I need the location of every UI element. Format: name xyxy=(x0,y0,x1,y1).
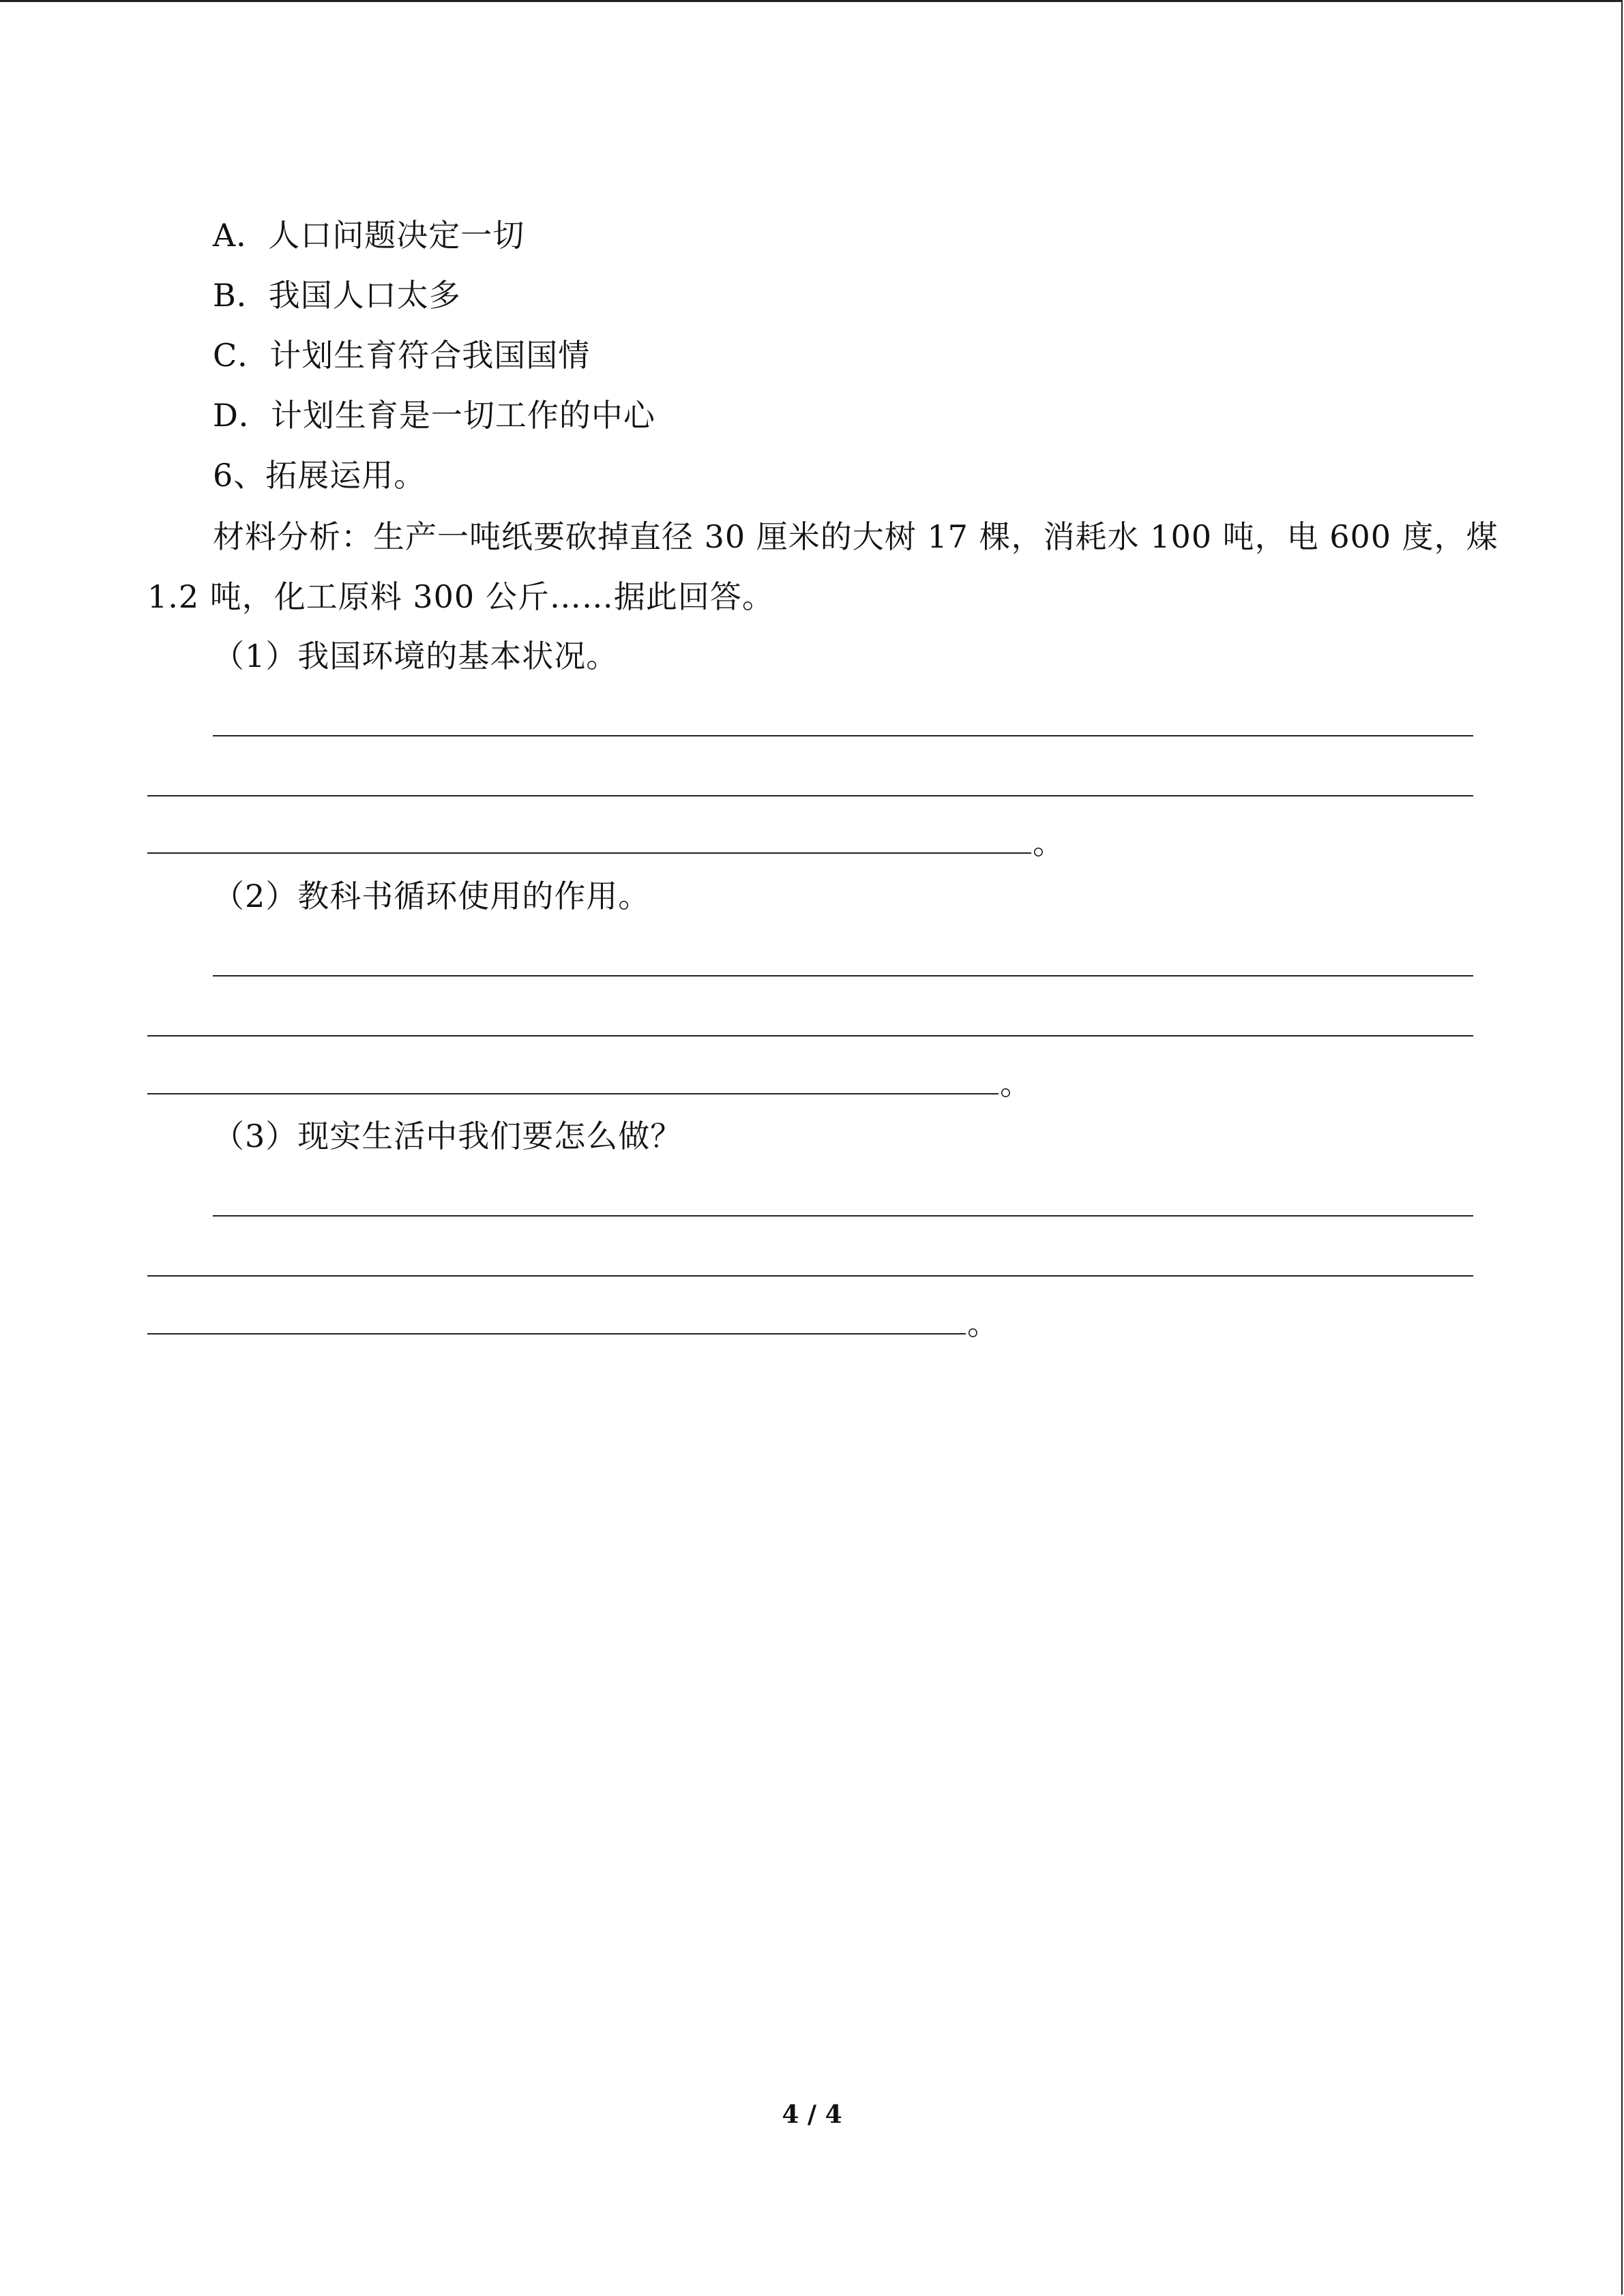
answer-line-2b[interactable] xyxy=(147,1035,1473,1037)
option-b: B．我国人口太多 xyxy=(213,277,461,314)
answer-line-2a[interactable] xyxy=(213,975,1473,976)
question-3-label: （3）现实生活中我们要怎么做？ xyxy=(213,1118,683,1154)
answer-line-3c[interactable] xyxy=(147,1333,966,1335)
answer-line-3b[interactable] xyxy=(147,1275,1473,1277)
material-text-line-2: 1.2 吨，化工原料 300 公斤……据此回答。 xyxy=(147,578,774,615)
question-2-end-mark: 。 xyxy=(1000,1065,1031,1102)
option-a: A．人口问题决定一切 xyxy=(213,217,525,254)
question-2-label: （2）教科书循环使用的作用。 xyxy=(213,878,651,914)
answer-line-2c[interactable] xyxy=(147,1093,999,1094)
option-c: C．计划生育符合我国国情 xyxy=(213,337,591,374)
page-number: 4 / 4 xyxy=(782,2100,842,2129)
question-3-end-mark: 。 xyxy=(967,1305,999,1342)
question-1-end-mark: 。 xyxy=(1033,824,1064,861)
question-1-label: （1）我国环境的基本状况。 xyxy=(213,638,619,674)
answer-line-1b[interactable] xyxy=(147,795,1473,796)
answer-line-3a[interactable] xyxy=(213,1215,1473,1217)
material-text-line-1: 材料分析：生产一吨纸要砍掉直径 30 厘米的大树 17 棵，消耗水 100 吨，电 600 度，煤 xyxy=(213,518,1498,555)
section-heading: 6、拓展运用。 xyxy=(213,457,426,494)
option-d: D．计划生育是一切工作的中心 xyxy=(213,397,655,434)
answer-line-1a[interactable] xyxy=(213,735,1473,736)
answer-line-1c[interactable] xyxy=(147,852,1031,854)
